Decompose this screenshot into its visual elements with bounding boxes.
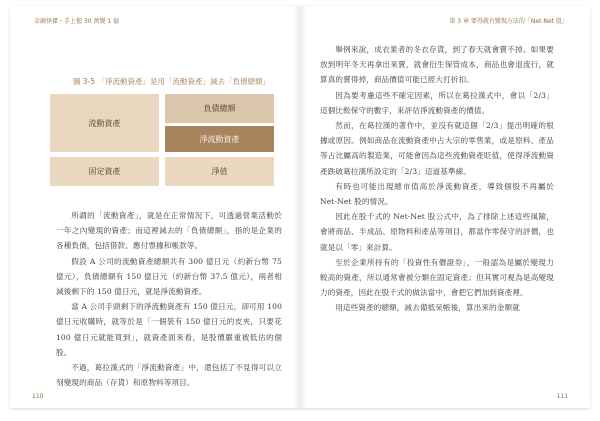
paragraph: 用這些資產的總額，減去備抵呆帳後，算出來的金額就 [335, 303, 520, 313]
running-head-left: 金融怪傑・手上握 30 萬變 1 億 [34, 18, 120, 25]
paragraph: 不過，葛拉漢式的「淨流動資產」中，還包括了不見得可以立刻變現的商品（存貨）和原物料等項目。 [56, 363, 282, 388]
balance-sheet-diagram [50, 94, 274, 186]
right-page [300, 6, 590, 408]
left-page [10, 6, 300, 408]
paragraph: 假設 A 公司的流動資產總額共有 300 億日元（約新台幣 75 億元），負債總額有 150 億日元（約新台幣 37.5 億元），兩者相減後剩下的 150 億日元，就是淨流動資產。 [56, 256, 282, 297]
paragraph: 所謂的「流動資產」，就是在正常情況下，可透過營業活動於一年之內變現的資產；而這裡減去的「負債總額」，指的是企業的各種負債，包括借款、應付票據和帳款等。 [56, 211, 282, 251]
net-worth-box: 淨值 [165, 157, 274, 186]
right-body-text [320, 42, 554, 316]
book-gutter [292, 6, 308, 408]
current-assets-box: 流動資產 [50, 94, 159, 152]
paragraph: 有時也可能出現總市值高於淨流動資產，導致個股不再屬於 Net-Net 股的情況。 [320, 181, 554, 207]
fixed-assets-box: 固定資產 [50, 157, 159, 186]
page-number-left: 110 [32, 393, 44, 400]
paragraph: 當 A 公司手頭剩下的淨流動資產有 150 億日元，卻可用 100 億日元收購時，就等於是「一個裝有 150 億日元的皮夾，只要花 100 億日元就能買到」，就資產面來看，是股價嚴重被低估的個股。 [56, 302, 282, 357]
net-current-assets-box: 淨流動資產 [165, 126, 274, 152]
total-liabilities-box: 負債總額 [165, 94, 274, 123]
paragraph: 因為要考慮這些不確定因素，所以在葛拉漢式中，會以「2/3」這個比較保守的數字，來評估淨流動資產的價值。 [320, 90, 554, 115]
running-head-right: 第 3 章 要得就有變現方法的「Net-Net 股」 [449, 18, 568, 25]
page-number-right: 111 [556, 393, 568, 400]
paragraph: 舉例來說，成衣業者的冬衣存貨，到了春天就會賣不掉。如果要放到明年冬天再拿出來賣，就會衍生保管成本，商品也會退流行，就算真的賣得掉，商品價值可能已經大打折扣。 [320, 45, 554, 85]
paragraph: 因此在股千式的 Net-Net 股公式中，為了排除上述這些風險，會將商品、半成品、原物料和產品等項目，都當作零保守的評價，也就是以「零」來計算。 [320, 212, 554, 252]
book-spread [10, 6, 590, 408]
left-body-text [56, 208, 282, 390]
figure-title: 圖 3-5 「淨流動資產」是用「流動資產」減去「負債總額」 [73, 77, 271, 86]
paragraph: 至於企業所持有的「投資性有價證券」，一般認為是屬於變現力較高的資產，所以通常會被分類在固定資產；但其實可視為是高變現力的資產，因此在股千式的做法當中，會把它們加到資產裡。 [320, 257, 554, 298]
paragraph: 然而，在葛拉漢的著作中，並沒有就這個「2/3」提出明確的根據或原因。例如商品在流動資產中占大宗的零售業，或是原料、產品等占比屬高的製造業，可能會因為這些流動資產貶值，使得淨流動資產跌破葛拉漢所設定的「2/3」這道基準線。 [320, 121, 554, 176]
